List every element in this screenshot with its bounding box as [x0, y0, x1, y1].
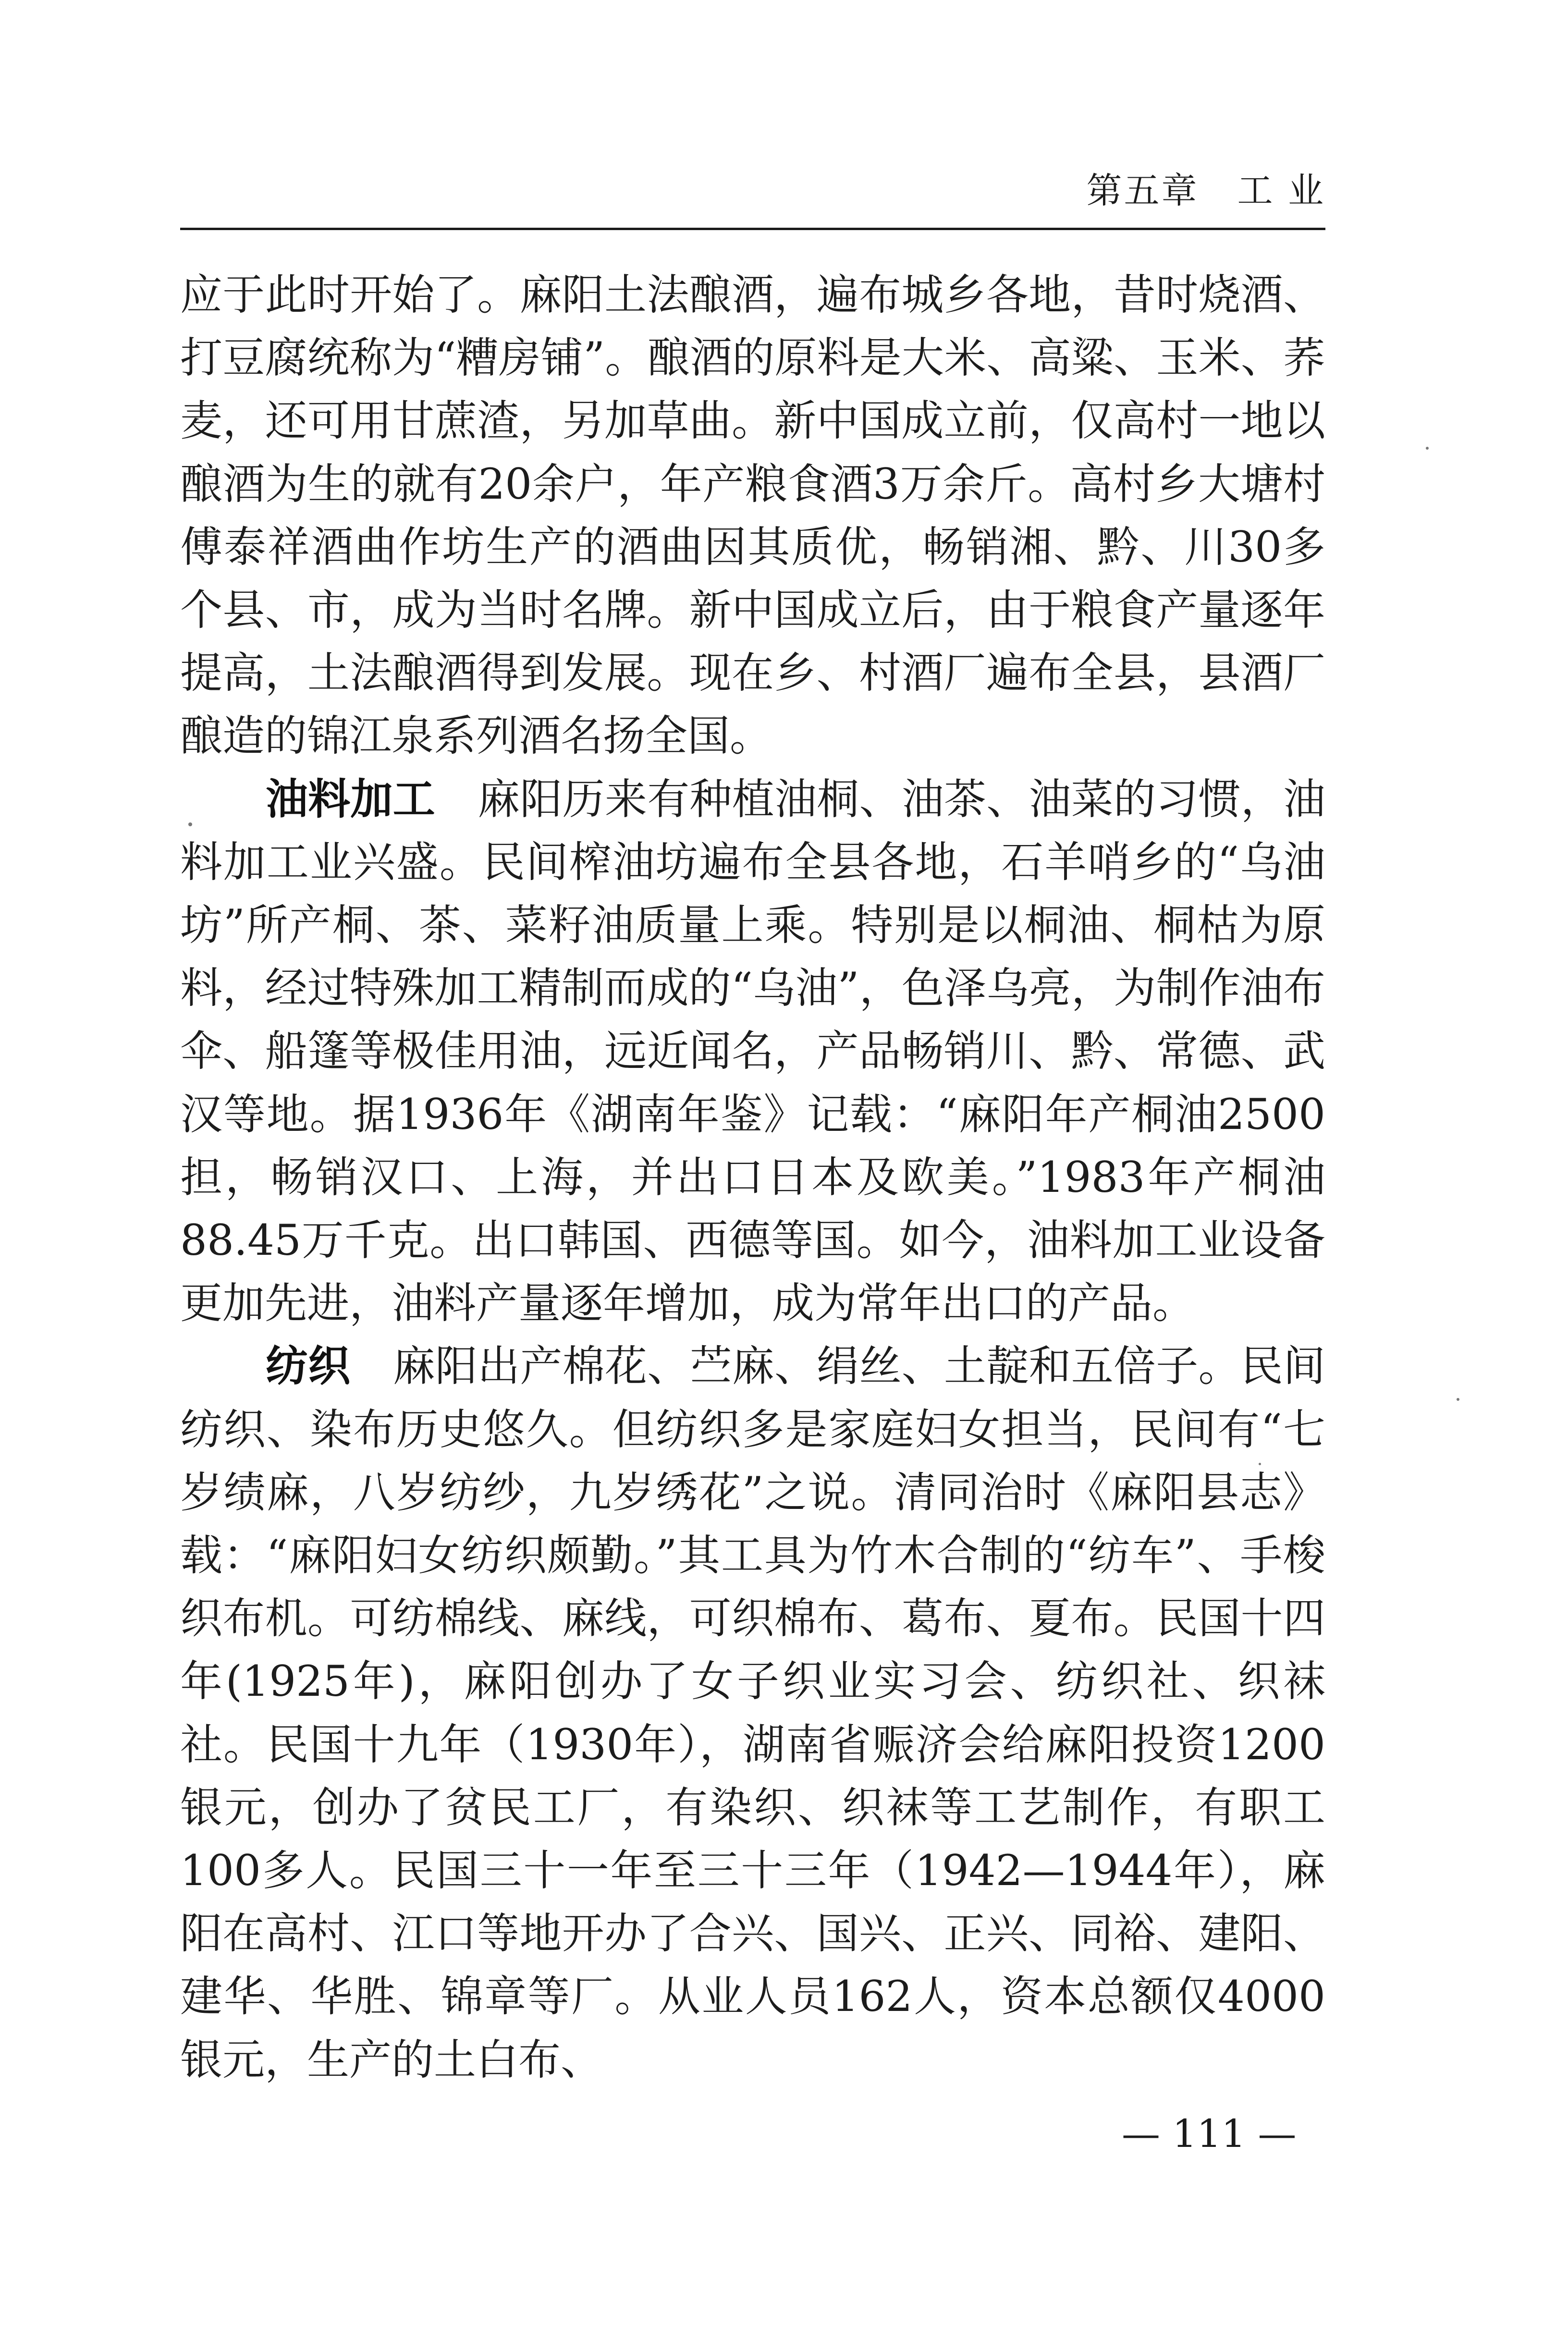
scan-speck	[188, 822, 192, 826]
header-rule	[180, 228, 1325, 230]
running-header	[1086, 162, 1325, 213]
scan-speck	[1426, 447, 1429, 450]
paragraph-text: 麻阳出产棉花、苎麻、绢丝、土靛和五倍子。民间纺织、染布历史悠久。但纺织多是家庭妇女担当，民间有“七岁绩麻，八岁纺纱，九岁绣花”之说。清同治时《麻阳县志》载：“麻阳妇女纺织颇勤。”其工具为竹木合制的“纺车”、手梭织布机。可纺棉线、麻线，可织棉布、葛布、夏布。民国十四年(1925年)，麻阳创办了女子织业实习会、纺织社、织袜社。民国十九年（1930年），湖南省赈济会给麻阳投资1200银元，创办了贫民工厂，有染织、织袜等工艺制作，有职工100多人。民国三十一年至三十三年（1942—1944年），麻阳在高村、江口等地开办了合兴、国兴、正兴、同裕、建阳、建华、华胜、锦章等厂。从业人员162人，资本总额仅4000银元，生产的土白布、	[180, 1341, 1325, 2084]
page-number: — 111 —	[1122, 2111, 1297, 2156]
chapter-title: 工 业	[1237, 170, 1325, 211]
paragraph-text: 应于此时开始了。麻阳土法酿酒，遍布城乡各地，昔时烧酒、打豆腐统称为“糟房铺”。酿酒的原料是大米、高粱、玉米、荞麦，还可用甘蔗渣，另加草曲。新中国成立前，仅高村一地以酿酒为生的就有20余户，年产粮食酒3万余斤。高村乡大塘村傅泰祥酒曲作坊生产的酒曲因其质优，畅销湘、黔、川30多个县、市，成为当时名牌。新中国成立后，由于粮食产量逐年提高，土法酿酒得到发展。现在乡、村酒厂遍布全县，县酒厂酿造的锦江泉系列酒名扬全国。	[180, 270, 1325, 761]
chapter-number: 第五章	[1086, 170, 1199, 211]
scan-speck	[1457, 1398, 1459, 1401]
section-heading-oil-processing: 油料加工	[266, 774, 435, 824]
scan-speck	[1259, 1463, 1261, 1465]
paragraph-textile	[180, 1335, 1325, 2091]
body-text	[180, 263, 1325, 2091]
paragraph-text: 麻阳历来有种植油桐、油茶、油菜的习惯，油料加工业兴盛。民间榨油坊遍布全县各地，石羊哨乡的“乌油坊”所产桐、茶、菜籽油质量上乘。特别是以桐油、桐枯为原料，经过特殊加工精制而成的“乌油”，色泽乌亮，为制作油布伞、船篷等极佳用油，远近闻名，产品畅销川、黔、常德、武汉等地。据1936年《湖南年鉴》记载：“麻阳年产桐油2500担，畅销汉口、上海，并出口日本及欧美。”1983年产桐油88.45万千克。出口韩国、西德等国。如今，油料加工业设备更加先进，油料产量逐年增加，成为常年出口的产品。	[180, 774, 1325, 1328]
paragraph-liquor	[180, 263, 1325, 768]
paragraph-oil-processing	[180, 768, 1325, 1335]
section-heading-textile: 纺织	[266, 1341, 351, 1391]
